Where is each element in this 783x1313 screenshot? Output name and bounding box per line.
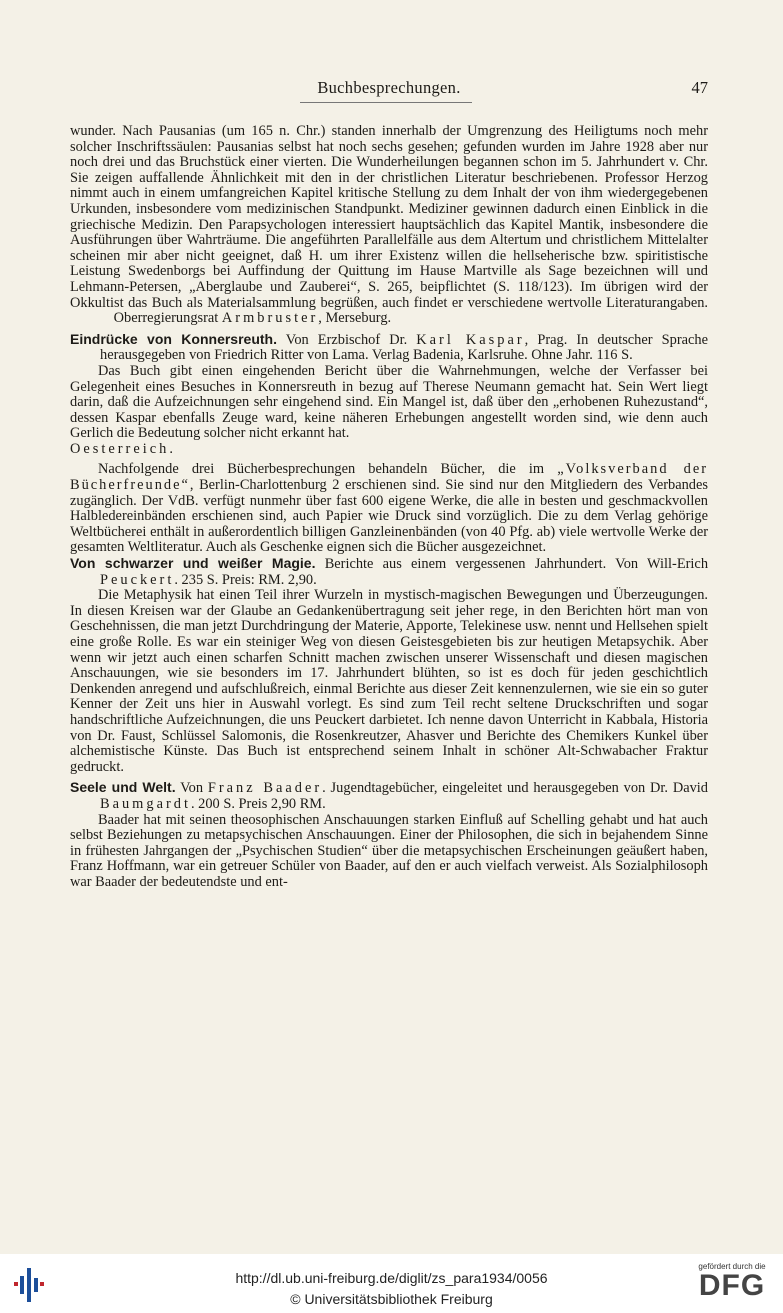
- reviewer-place: , Merseburg.: [318, 310, 392, 327]
- viewer-footer: [0, 1254, 783, 1313]
- paragraph-volksverband: Nachfolgende drei Bücherbesprechungen behandeln Bücher, die im „Volksverband der Bücherfreunde“, Berlin-Charlottenburg 2 erschienen sind. Sie sind nur den Mitgliedern des Verbandes zugänglich. Der VdB. verfügt nunmehr über fast 600 eigene Werke, die alle in besten und geschmackvollen Halblederеinbänden erschienen sind, auch Papier wie Druck sind vorzüglich. Die zu dem Verlag gehörige Weltbücherei enthält in außerordentlich billigen Ganzleinenbänden (von 40 Pfg. ab) viele wertvolle Werke der gesamten Weltliteratur. Auch als Geschenke eignen sich die Bücher ausgezeichnet.: [70, 461, 709, 556]
- article-body: [70, 124, 708, 891]
- header-rule: [300, 102, 472, 103]
- paragraph-pausanias: wunder. Nach Pausanias (um 165 n. Chr.) standen innerhalb der Umgrenzung des Heiligtums noch mehr solcher Inschriftssäulen: Pausanias selbst hat noch sechs gesehen; gefunden wurden im Jahre 1928 aber nur noch drei und das Bruchstück einer vierten. Die Wunderheilungen begannen schon im 5. Jahrhundert v. Chr. Sie zeigen auffallende Ähnlichkeit mit den in der christlichen Literatur beschriebenen. Professor Herzog nimmt auch in einem umfangreichen Kapitel kritische Stellung zu dem Inhalt der von ihm wiedergegebenen Urkunden, insbesondere vom medizinischen Standpunkt. Mediziner gewinnen dadurch einen Einblick in die griechische Medizin. Den Parapsychologen interessiert hauptsächlich das Kapitel Mantik, insbesondere die Ausführungen über Wahrträume. Die angeführten Parallelfälle aus dem Altertum und christlichem Mittelalter scheinen mir aber nicht geeignet, daß H. um ihrer Existenz willen die hellseherische bzw. spiritistische Leistung Swedenborgs bei Auffindung der Quittung im Hause Martville als Sage bezeichnen will und Lehmann-Petersen, „Aberglaube und Zauberei“, S. 265, beipflichtet (S. 118/123). Im übrigen wird der Okkultist das Buch als Materialsammlung begrüßen, auch findet er verschiedene wertvolle Literaturangaben. Oberregierungsrat Armbruster, Merseburg.: [70, 123, 708, 327]
- book-title: Eindrücke von Konnersreuth.: [70, 330, 277, 347]
- book-title: Seele und Welt.: [70, 779, 176, 796]
- review-heading-seele: Seele und Welt. Von Franz Baader. Jugendtagebücher, eingeleitet und herausgegeben von Dr. David Baumgardt. 200 S. Preis 2,90 RM.: [70, 779, 708, 812]
- dfg-wordmark: DFG: [698, 1269, 766, 1302]
- reviewer-name: Oesterreich.: [70, 440, 176, 457]
- book-author: Karl Kaspar: [416, 331, 525, 348]
- book-title: Von schwarzer und weißer Magie.: [70, 555, 316, 572]
- running-title: Buchbesprechungen.: [317, 78, 461, 97]
- page-number: 47: [691, 78, 708, 97]
- book-author: Franz Baader: [207, 780, 323, 797]
- book-editor: Baumgardt: [100, 795, 191, 812]
- dfg-logo: [691, 1262, 773, 1308]
- reviewer-title: Oberregierungsrat: [113, 310, 219, 327]
- page-header: [70, 78, 708, 102]
- dfg-funding-label: gefördert durch die: [698, 1262, 766, 1271]
- paragraph-baader: Baader hat mit seinen theosophischen Anschauungen starken Einfluß auf Schelling gehabt und hat auch selbst Beziehungen zu metapsychischen Anschauungen. Einer der Philosophen, die sich in bejahendem Sinne in frühesten Jahrgangen der „Psychischen Studien“ über die metapsychischen Erscheinungen geäußert haben, Franz Hoffmann, war ein getreuer Schüler von Baader, auf den er auch vielfach verweist. Als Sozialphilosoph war Baader der bedeutendste und ent-: [70, 811, 708, 890]
- paragraph-magie: Die Metaphysik hat einen Teil ihrer Wurzeln in mystisch-magischen Bewegungen und Überzeugungen. In diesen Kreisen war der Glaube an Gedankenübertragung seit jeher rege, in den Berichten hört man von Geschehnissen, die man jetzt Durchdringung der Materie, Apporte, Telekinese usw. nennt und Hellsehen spielt eine große Rolle. Es war ein steiniger Weg von diesen Geistesgebieten bis zur heutigen Metapsychik. Aber wenn wir jetzt auch einen scharfen Schnitt machen zwischen unserer Wissenschaft und diesen magischen Anschauungen, wie sie besonders im 17. Jahrhundert blühten, so ist es doch für jeden geschichtlich Denkenden anregend und aufschlußreich, einmal Berichte aus dieser Zeit kennenzulernen, wie sie ein so guter Kenner der Zeit uns hier in Auswahl vorlegt. Es sind zum Teil recht seltene Druckschriften und sogar handschriftliche Aufzeichnungen, die uns Peuckert darbietet. Ich nenne davon Unterricht in Kabbala, Historia von Dr. Faust, Schlüssel Salomonis, die Rosenkreutzer, Ahasver und Berichte des Chemikers Kunkel über alchemistische Künste. Das Buch ist entsprechend seinem Inhalt in schöner Alt-Schwabacher Fraktur gedruckt.: [70, 587, 708, 775]
- book-author: Peuckert: [100, 571, 175, 588]
- copyright-text: © Universitätsbibliothek Freiburg: [290, 1291, 493, 1307]
- paragraph-konnersreuth: Das Buch gibt einen eingehenden Bericht über die Wahrnehmungen, welche der Verfasser bei Gelegenheit eines Besuches in Konnersreuth in bezug auf Therese Neumann gemacht hat. Sein Wert liegt darin, daß die Aufzeichnungen sehr eingehend sind. Ein Mangel ist, daß über den „erhobenen Ruhezustand“, dessen Kaspar ebenfalls Zeuge ward, keine näheren Erhebungen angestellt worden sind, wie denn auch Gerlich die Bedeutung solcher nicht erkannt hat.: [70, 362, 708, 442]
- reviewer-name: Armbruster: [221, 310, 319, 327]
- publisher-name: „Volksverband der Bücherfreunde“: [70, 461, 709, 494]
- review-heading-magie: Von schwarzer und weißer Magie. Berichte aus einem vergessenen Jahrhundert. Von Will-Erich Peuckert. 235 S. Preis: RM. 2,90.: [70, 555, 709, 588]
- document-url-link[interactable]: http://dl.ub.uni-freiburg.de/diglit/zs_para1934/0056: [235, 1270, 548, 1286]
- review-heading-konnersreuth: Eindrücke von Konnersreuth. Von Erzbischof Dr. Karl Kaspar, Prag. In deutscher Sprache herausgegeben von Friedrich Ritter von Lama. Verlag Badenia, Karlsruhe. Ohne Jahr. 116 S.: [70, 330, 708, 364]
